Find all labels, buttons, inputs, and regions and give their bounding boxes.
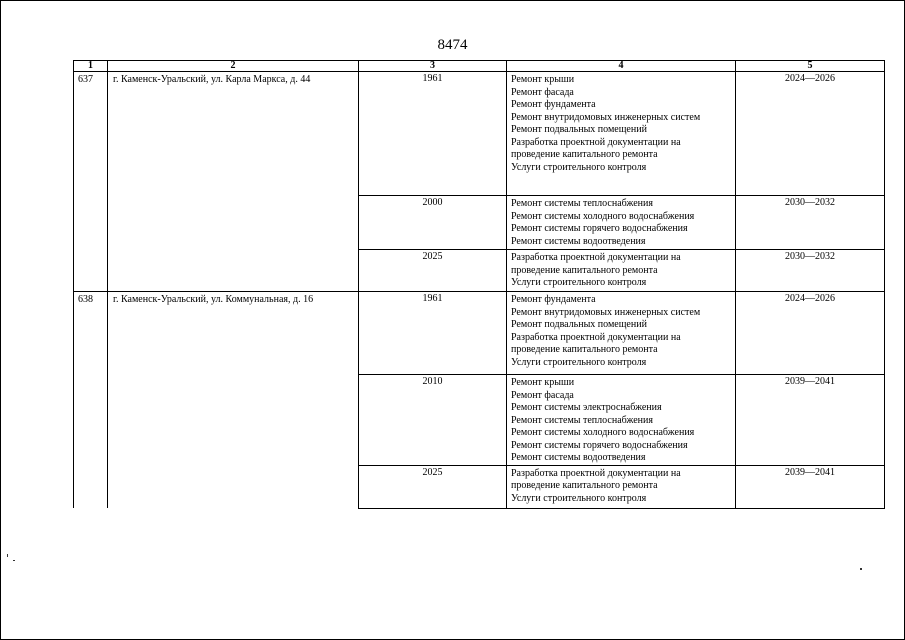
stage-period: 2030—2032 [736, 196, 885, 250]
work-item: Услуги строительного контроля [511, 161, 647, 173]
object-address: г. Каменск-Уральский, ул. Коммунальная, д. 16 [108, 292, 359, 509]
stage-year: 1961 [359, 292, 507, 375]
column-header-5: 5 [736, 61, 885, 72]
stage-works [507, 465, 736, 508]
stage-works [507, 292, 736, 375]
work-item: Ремонт крыши [511, 74, 575, 85]
stage-period: 2024—2026 [736, 292, 885, 375]
column-header-1: 1 [74, 61, 108, 72]
work-item: Услуги строительного контроля [511, 356, 647, 368]
work-item: Разработка проектной документации на [511, 331, 681, 343]
stage-works [507, 196, 736, 250]
stage-period: 2039—2041 [736, 465, 885, 508]
scan-speck [860, 568, 862, 570]
work-item: Ремонт фасада [511, 86, 574, 98]
table-row [74, 292, 885, 375]
header-row [74, 61, 885, 72]
scan-speck [7, 554, 8, 557]
work-item: Ремонт системы холодного водоснабжения [511, 427, 695, 438]
work-item: проведение капитального ремонта [511, 344, 658, 355]
work-item: Ремонт системы водоотведения [511, 235, 646, 247]
work-item: Ремонт системы холодного водоснабжения [511, 210, 695, 222]
work-item: Ремонт подвальных помещений [511, 319, 647, 330]
work-item: Ремонт системы теплоснабжения [511, 414, 653, 426]
work-item: Ремонт крыши [511, 377, 575, 388]
work-item: проведение капитального ремонта [511, 264, 658, 276]
stage-year: 2025 [359, 465, 507, 508]
work-item: Ремонт фасада [511, 389, 574, 401]
work-item: Разработка проектной документации на [511, 252, 681, 263]
work-item: проведение капитального ремонта [511, 149, 658, 160]
object-number: 638 [74, 292, 108, 509]
work-item: Ремонт системы горячего водоснабжения [511, 439, 688, 451]
scan-speck [13, 560, 15, 561]
work-item: Ремонт системы водоотведения [511, 452, 646, 463]
capital-repair-table [73, 60, 885, 509]
stage-works [507, 72, 736, 196]
stage-year: 2000 [359, 196, 507, 250]
work-item: Ремонт системы горячего водоснабжения [511, 223, 688, 234]
stage-period: 2024—2026 [736, 72, 885, 196]
stage-works [507, 250, 736, 292]
work-item: Услуги строительного контроля [511, 277, 647, 288]
column-header-2: 2 [108, 61, 359, 72]
work-item: Ремонт подвальных помещений [511, 124, 647, 135]
stage-year: 2010 [359, 375, 507, 466]
table-row [74, 72, 885, 196]
stage-period: 2030—2032 [736, 250, 885, 292]
work-item: проведение капитального ремонта [511, 480, 658, 491]
work-item: Ремонт фундамента [511, 294, 596, 305]
work-item: Ремонт внутридомовых инженерных систем [511, 306, 701, 318]
work-item: Ремонт системы электроснабжения [511, 402, 662, 413]
work-item: Разработка проектной документации на [511, 136, 681, 148]
stage-works [507, 375, 736, 466]
work-item: Ремонт внутридомовых инженерных систем [511, 111, 701, 123]
column-header-3: 3 [359, 61, 507, 72]
object-number: 637 [74, 72, 108, 292]
stage-year: 1961 [359, 72, 507, 196]
work-item: Разработка проектной документации на [511, 467, 681, 479]
page-number: 8474 [437, 37, 468, 53]
work-item: Ремонт системы теплоснабжения [511, 198, 653, 209]
work-item: Ремонт фундамента [511, 99, 596, 110]
object-address: г. Каменск-Уральский, ул. Карла Маркса, д. 44 [108, 72, 359, 292]
column-header-4: 4 [507, 61, 736, 72]
stage-year: 2025 [359, 250, 507, 292]
stage-period: 2039—2041 [736, 375, 885, 466]
work-item: Услуги строительного контроля [511, 492, 647, 504]
